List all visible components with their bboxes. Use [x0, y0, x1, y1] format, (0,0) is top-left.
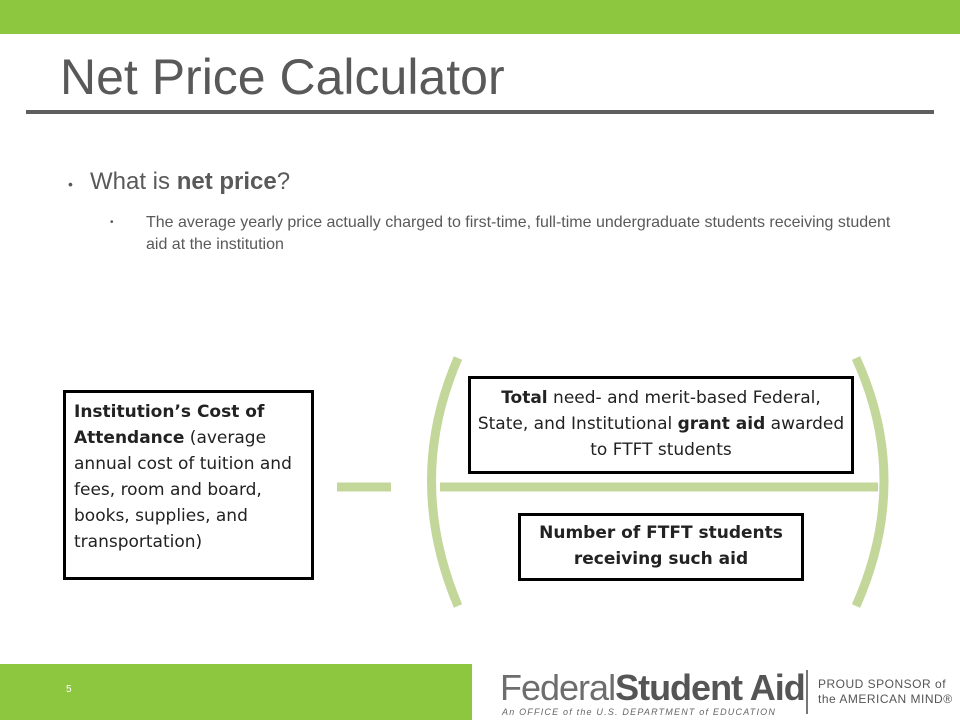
- federal-student-aid-logo: [500, 664, 960, 720]
- bullet-suffix: ?: [276, 168, 291, 195]
- top-accent-bar: [0, 0, 960, 34]
- bullet-dot: •: [68, 176, 73, 192]
- numerator-mid-text: need- and merit-based Federal, State, and Institutional: [477, 388, 821, 434]
- cost-of-attendance-box: [63, 390, 314, 580]
- logo-sponsor-line1: PROUD SPONSOR of: [818, 677, 947, 691]
- title-underline: [26, 110, 934, 114]
- logo-word-student-aid: Student Aid: [615, 667, 805, 708]
- left-paren: [432, 358, 459, 606]
- numerator-bold-total: Total: [501, 388, 548, 408]
- numerator-bold-grant: grant aid: [677, 414, 766, 434]
- logo-tagline: An OFFICE of the U.S. DEPARTMENT of EDUCATION: [502, 707, 777, 717]
- logo-divider: [806, 670, 808, 714]
- logo-wordmark: [500, 667, 805, 709]
- coa-detail-text: (average annual cost of tuition and fees, room and board, books, supplies, and transportation): [74, 428, 292, 552]
- slide-title: Net Price Calculator: [60, 49, 505, 105]
- numerator-box: [468, 376, 854, 474]
- bullet-bold-term: net price: [176, 168, 277, 195]
- page-number: 5: [66, 684, 72, 695]
- right-paren: [856, 358, 884, 606]
- bullet-prefix: What is: [90, 168, 177, 195]
- numerator-end-text: awarded to FTFT students: [590, 414, 845, 460]
- denominator-box: Number of FTFT students receiving such aid: [518, 513, 804, 581]
- bullet-level1-text: [90, 168, 290, 196]
- logo-sponsor-line2: the AMERICAN MIND®: [818, 692, 953, 706]
- bullet-dot-small: •: [110, 217, 114, 228]
- bullet-level2-text: The average yearly price actually charged to first-time, full-time undergraduate students receiving student aid at the institution: [146, 214, 891, 253]
- coa-bold-text: Institution’s Cost of Attendance: [74, 402, 265, 448]
- logo-word-federal: Federal: [500, 667, 616, 708]
